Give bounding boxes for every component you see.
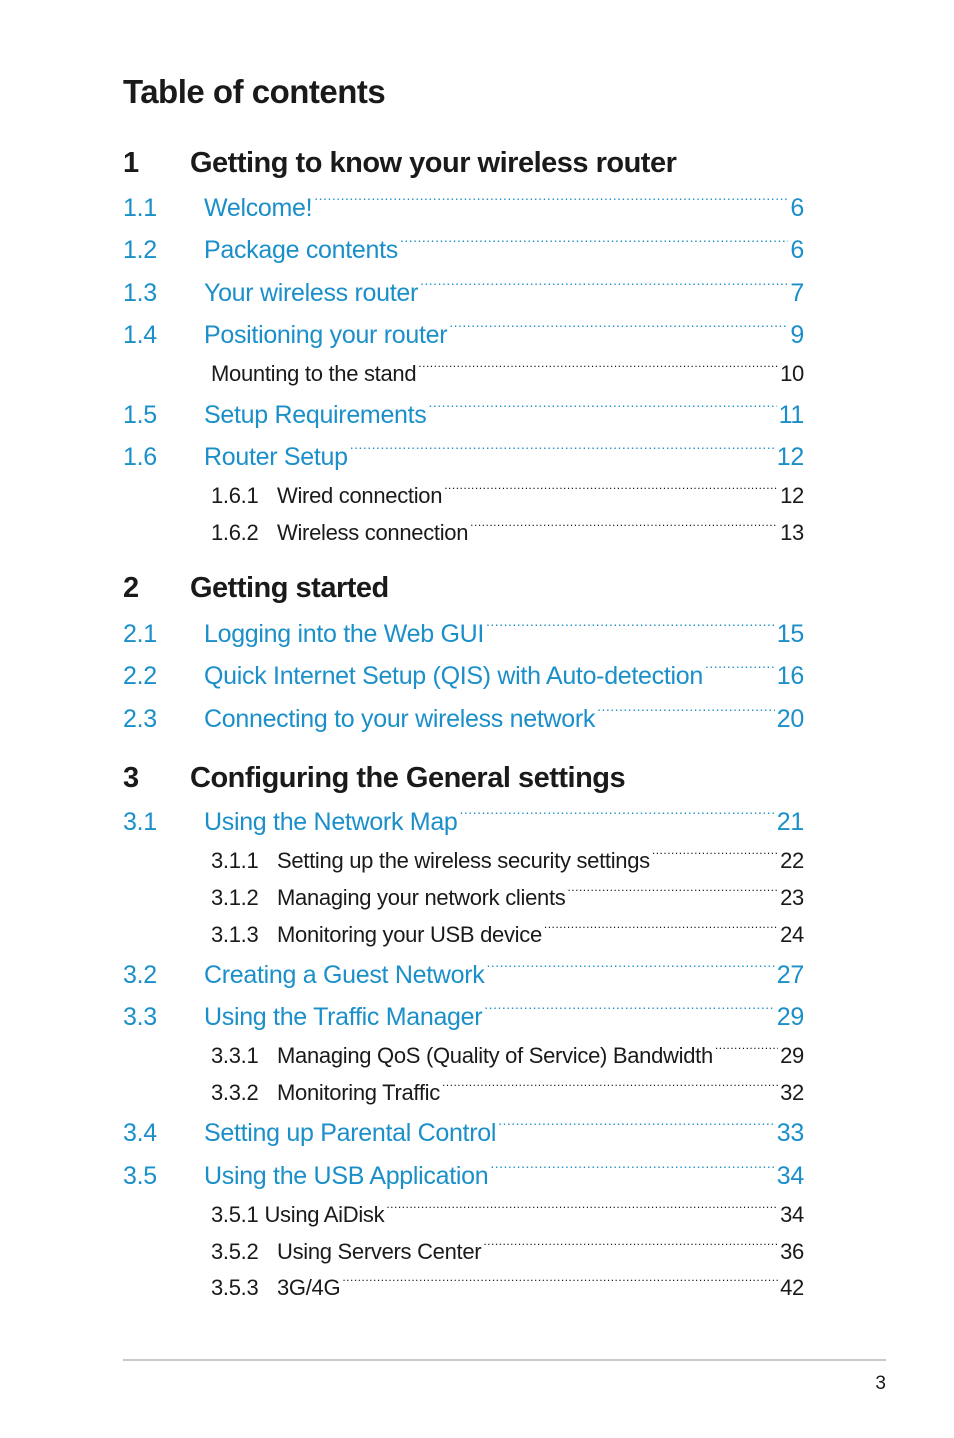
entry-number: 1.1 [123, 194, 157, 222]
dot-leader [350, 435, 775, 465]
entry-title: Wireless connection [277, 520, 469, 545]
toc-subentry[interactable] [211, 514, 804, 545]
entry-page: 42 [780, 1275, 804, 1300]
dot-leader [418, 355, 778, 381]
dot-leader [544, 916, 778, 942]
dot-leader [429, 393, 777, 423]
chapter-number: 1 [123, 147, 139, 179]
entry-title: Welcome! [204, 194, 313, 222]
entry-page: 16 [776, 662, 804, 690]
entry-page: 24 [780, 922, 804, 947]
entry-number: 3.5.2 [211, 1239, 259, 1264]
dot-leader [444, 477, 778, 503]
entry-page: 22 [780, 848, 804, 873]
entry-number: 1.2 [123, 236, 157, 264]
toc-entry[interactable] [123, 800, 804, 836]
toc-entry[interactable] [123, 953, 804, 989]
entry-number: 2.3 [123, 705, 157, 733]
entry-title: Using AiDisk [264, 1202, 385, 1227]
entry-number: 3.3.1 [211, 1043, 259, 1068]
dot-leader [597, 697, 775, 727]
entry-number: 3.5 [123, 1162, 157, 1190]
entry-number: 1.6.1 [211, 483, 259, 508]
entry-number: 3.1 [123, 808, 157, 836]
toc-entry[interactable] [123, 995, 804, 1031]
entry-page: 29 [776, 1003, 804, 1031]
toc-subentry[interactable] [211, 1037, 804, 1068]
toc-subentry[interactable] [211, 916, 804, 947]
entry-number: 3.5.1 [211, 1202, 259, 1227]
entry-number: 3.3 [123, 1003, 157, 1031]
chapter-title: Getting started [190, 572, 389, 604]
dot-leader [652, 842, 778, 868]
entry-page: 34 [780, 1202, 804, 1227]
entry-number: 3.3.2 [211, 1080, 259, 1105]
toc-entry[interactable] [123, 654, 804, 690]
entry-title: Monitoring Traffic [277, 1080, 440, 1105]
dot-leader [386, 1196, 778, 1222]
entry-title: Wired connection [277, 483, 443, 508]
entry-title: Router Setup [204, 443, 348, 471]
toc-subentry[interactable] [211, 1074, 804, 1105]
toc-entry[interactable] [123, 313, 804, 349]
dot-leader [705, 654, 775, 684]
dot-leader [442, 1074, 778, 1100]
entry-page: 20 [776, 705, 804, 733]
dot-leader [483, 1233, 778, 1259]
entry-title: Setup Requirements [204, 401, 427, 429]
entry-number: 3.1.2 [211, 885, 259, 910]
entry-number: 1.3 [123, 279, 157, 307]
entry-title: Positioning your router [204, 321, 448, 349]
chapter-number: 2 [123, 572, 139, 604]
entry-title: Quick Internet Setup (QIS) with Auto-detection [204, 662, 703, 690]
dot-leader [490, 1154, 774, 1184]
toc-subentry[interactable] [211, 1233, 804, 1264]
entry-page: 11 [778, 401, 804, 429]
entry-title: Connecting to your wireless network [204, 705, 596, 733]
entry-number: 3.2 [123, 961, 157, 989]
toc-entry[interactable] [123, 612, 804, 648]
dot-leader [470, 514, 778, 540]
entry-number: 3.1.1 [211, 848, 259, 873]
entry-number: 1.6 [123, 443, 157, 471]
entry-title: Using the Network Map [204, 808, 458, 836]
page-number: 3 [875, 1373, 886, 1394]
toc-subentry[interactable] [211, 1196, 804, 1227]
toc-entry[interactable] [123, 697, 804, 733]
entry-title: Using the Traffic Manager [204, 1003, 483, 1031]
dot-leader [498, 1111, 775, 1141]
toc-entry[interactable] [123, 186, 804, 222]
dot-leader [486, 953, 774, 983]
entry-title: Setting up Parental Control [204, 1119, 497, 1147]
entry-number: 2.1 [123, 620, 157, 648]
entry-page: 34 [776, 1162, 804, 1190]
entry-title: Package contents [204, 236, 398, 264]
footer-divider [123, 1359, 886, 1361]
chapter-heading [123, 144, 813, 182]
toc-entry[interactable] [123, 1111, 804, 1147]
entry-page: 21 [776, 808, 804, 836]
entry-number: 3.5.3 [211, 1275, 259, 1300]
entry-page: 12 [776, 443, 804, 471]
dot-leader [400, 228, 788, 258]
entry-title: Monitoring your USB device [277, 922, 542, 947]
chapter-title: Getting to know your wireless router [190, 147, 677, 179]
toc-subentry[interactable] [211, 842, 804, 873]
entry-number: 3.4 [123, 1119, 157, 1147]
entry-title: Creating a Guest Network [204, 961, 485, 989]
entry-page: 6 [790, 236, 804, 264]
entry-page: 9 [790, 321, 804, 349]
chapter-heading [123, 569, 813, 607]
entry-page: 12 [780, 483, 804, 508]
chapter-title: Configuring the General settings [190, 762, 626, 794]
entry-page: 36 [780, 1239, 804, 1264]
dot-leader [715, 1037, 778, 1063]
entry-page: 27 [776, 961, 804, 989]
entry-page: 10 [780, 361, 804, 386]
entry-page: 23 [780, 885, 804, 910]
entry-page: 29 [780, 1043, 804, 1068]
entry-page: 32 [780, 1080, 804, 1105]
entry-title: Your wireless router [204, 279, 419, 307]
entry-number: 3.1.3 [211, 922, 259, 947]
dot-leader [486, 612, 775, 642]
page-title: Table of contents [123, 73, 386, 110]
dot-leader [342, 1269, 778, 1295]
entry-title: 3G/4G [277, 1275, 341, 1300]
dot-leader [484, 995, 774, 1025]
entry-title: Managing your network clients [277, 885, 566, 910]
dot-leader [420, 271, 788, 301]
toc-entry[interactable] [123, 228, 804, 264]
entry-number: 2.2 [123, 662, 157, 690]
entry-title: Mounting to the stand [211, 361, 417, 386]
entry-page: 15 [776, 620, 804, 648]
entry-number: 1.5 [123, 401, 157, 429]
toc-entry[interactable] [123, 271, 804, 307]
dot-leader [449, 313, 788, 343]
entry-page: 13 [780, 520, 804, 545]
dot-leader [460, 800, 775, 830]
entry-title: Using the USB Application [204, 1162, 489, 1190]
entry-title: Setting up the wireless security settings [277, 848, 650, 873]
toc-entry[interactable] [123, 393, 804, 429]
entry-number: 1.4 [123, 321, 157, 349]
entry-page: 33 [776, 1119, 804, 1147]
entry-title: Logging into the Web GUI [204, 620, 485, 648]
chapter-number: 3 [123, 762, 139, 794]
toc-entry[interactable] [123, 435, 804, 471]
dot-leader [567, 879, 778, 905]
toc-subentry[interactable] [211, 355, 804, 386]
entry-title: Managing QoS (Quality of Service) Bandwidth [277, 1043, 713, 1068]
toc-subentry[interactable] [211, 477, 804, 508]
toc-subentry[interactable] [211, 879, 804, 910]
toc-subentry[interactable] [211, 1269, 804, 1300]
entry-page: 6 [790, 194, 804, 222]
entry-number: 1.6.2 [211, 520, 259, 545]
entry-title: Using Servers Center [277, 1239, 482, 1264]
entry-page: 7 [790, 279, 804, 307]
chapter-heading [123, 759, 813, 797]
dot-leader [314, 186, 788, 216]
toc-entry[interactable] [123, 1154, 804, 1190]
